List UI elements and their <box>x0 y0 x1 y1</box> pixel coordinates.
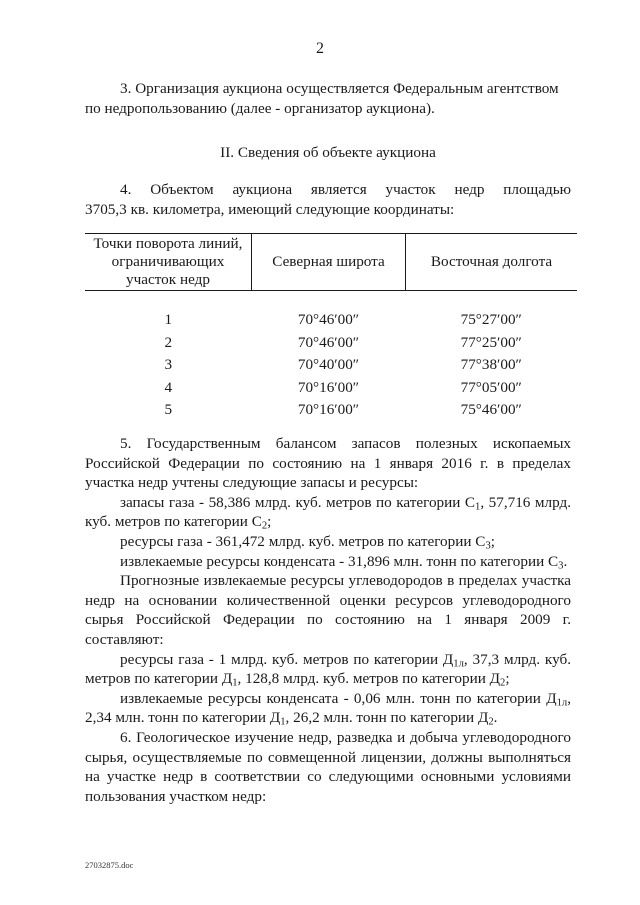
forecast-gas-line <box>85 650 571 689</box>
gas-resources-line <box>85 532 571 552</box>
gas-reserves-line <box>85 493 571 532</box>
subscript: 3 <box>558 560 564 572</box>
header-latitude: Северная широта <box>252 234 406 291</box>
paragraph-3-line-2: по недропользованию (далее - организатор аукциона). <box>85 99 435 117</box>
paragraph-4-line-1: 4. Объектом аукциона является участок недр площадью <box>120 181 571 198</box>
longitude: 77°05′00″ <box>460 378 522 396</box>
subscript: 2 <box>488 716 494 728</box>
longitude: 75°27′00″ <box>460 311 522 329</box>
point-number: 1 <box>164 311 173 329</box>
header-longitude: Восточная долгота <box>406 234 578 291</box>
header-points: Точки поворота линий, ограничивающих участок недр <box>85 234 252 291</box>
paragraph-3-line-1: 3. Организация аукциона осуществляется Федеральным агентством <box>120 80 559 97</box>
gas-reserves-text: , 57,716 млрд. куб. метров по категории С <box>85 493 571 531</box>
paragraph-5: 5. Государственным балансом запасов полезных ископаемых Российской Федерации по состоянию на 1 января 2016 г. в пределах участка недр учтены следующие запасы и ресурсы: <box>85 435 571 492</box>
latitude: 70°16′00″ <box>297 378 360 396</box>
point-number: 5 <box>164 401 173 419</box>
subscript: 1 <box>280 716 286 728</box>
gas-resources-text: ; <box>490 532 495 550</box>
forecast-condensate-text: извлекаемые ресурсы конденсата - 0,06 млн. тонн по категории Д <box>120 689 557 707</box>
condensate-text: . <box>563 552 568 570</box>
point-number: 2 <box>164 333 173 351</box>
gas-resources-text: ресурсы газа - 361,472 млрд. куб. метров по категории С <box>120 532 486 550</box>
condensate-line <box>85 552 571 572</box>
forecast-condensate-text: , 26,2 млн. тонн по категории Д <box>285 709 489 727</box>
subscript: 1 <box>232 677 238 689</box>
coordinates-table <box>85 233 577 422</box>
subscript: 2 <box>261 521 268 533</box>
subscript: 2 <box>500 677 506 689</box>
subscript: 1л <box>556 697 568 709</box>
table-row <box>85 377 577 400</box>
forecast-gas-text: ; <box>505 670 510 688</box>
forecast-condensate-text: , 2,34 млн. тонн по категории Д <box>85 689 571 727</box>
table-header-row <box>85 234 577 291</box>
forecast-condensate-line <box>85 689 571 728</box>
gas-reserves-text: запасы газа - 58,386 млрд. куб. метров по категории С <box>120 493 476 511</box>
forecast-gas-text: , 128,8 млрд. куб. метров по категории Д <box>237 670 501 688</box>
forecast-gas-text: ресурсы газа - 1 млрд. куб. метров по категории Д <box>120 650 454 668</box>
paragraph-5-block <box>85 434 571 806</box>
table-row <box>85 309 577 332</box>
table-row <box>85 354 577 377</box>
latitude: 70°46′00″ <box>297 333 360 351</box>
latitude: 70°46′00″ <box>297 311 360 329</box>
longitude: 77°38′00″ <box>460 356 522 374</box>
forecast-condensate-text: . <box>493 709 498 727</box>
subscript: 1л <box>453 658 464 670</box>
file-reference: 27032875.doc <box>85 860 134 870</box>
paragraph-4-line-2: 3705,3 кв. километра, имеющий следующие координаты: <box>85 200 455 218</box>
table-spacer <box>85 291 577 310</box>
page-number: 2 <box>316 40 324 57</box>
point-number: 3 <box>164 356 173 374</box>
gas-reserves-text: ; <box>267 513 272 531</box>
condensate-text: извлекаемые ресурсы конденсата - 31,896 млн. тонн по категории С <box>120 552 559 570</box>
subscript: 3 <box>485 540 491 552</box>
paragraph-6: 6. Геологическое изучение недр, разведка и добыча углеводородного сырья, осуществляемые по совмещенной лицензии, должны выполняться на участке недр в соответствии со следующими основными условиями пользования участком недр: <box>85 728 571 805</box>
paragraph-3 <box>85 79 571 118</box>
forecast-paragraph: Прогнозные извлекаемые ресурсы углеводородов в пределах участка недр на основании количественной оценки ресурсов углеводородного сырья Российской Федерации по состоянию на 1 января 2009 г. составляют: <box>85 572 571 648</box>
forecast-gas-text: , 37,3 млрд. куб. метров по категории Д <box>85 650 571 688</box>
latitude: 70°16′00″ <box>297 401 360 419</box>
point-number: 4 <box>164 378 173 396</box>
longitude: 77°25′00″ <box>460 333 522 351</box>
paragraph-4 <box>85 180 571 219</box>
subscript: 1 <box>475 501 481 513</box>
latitude: 70°40′00″ <box>297 356 360 374</box>
longitude: 75°46′00″ <box>460 401 522 419</box>
section-heading: II. Сведения об объекте аукциона <box>220 144 436 161</box>
table-row <box>85 399 577 422</box>
table-row <box>85 332 577 355</box>
